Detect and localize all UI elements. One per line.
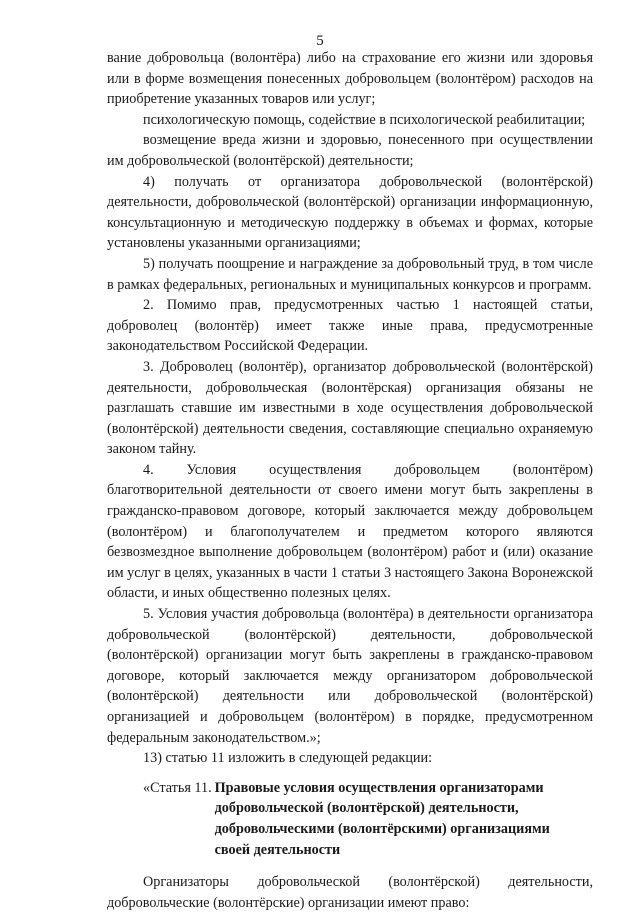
paragraph-part-5: 5. Условия участия добровольца (волонтёра) в деятельности организатора добровольческой (волонтёрской) деятельности, добровольческой (волонтёрской) организации могут быть закреплены в гражданско-правовом договоре, который заключается между организатором добровольческой (волонтёрской) деятельности или добровольческой (волонтёрской) организацией и добровольцем (волонтёром) в порядке, предусмотренном федеральным законодательством.»;	[107, 606, 593, 746]
paragraph-harm-compensation: возмещение вреда жизни и здоровью, понесенного при осуществлении им добровольческой (волонтёрской) деятельности;	[107, 132, 593, 169]
document-body	[107, 48, 593, 913]
paragraph-item-13: 13) статью 11 изложить в следующей редакции:	[143, 750, 433, 767]
paragraph-psych-help: психологическую помощь, содействие в психологической реабилитации;	[143, 111, 586, 128]
article-heading	[107, 778, 593, 860]
paragraph-article-intro: Организаторы добровольческой (волонтёрской) деятельности, добровольческие (волонтёрские) организации имеют право:	[107, 874, 593, 911]
paragraph-part-3: 3. Доброволец (волонтёр), организатор добровольческой (волонтёрской) деятельности, добровольческая (волонтёрская) организация обязаны не разглашать ставшие им известными в ходе осуществления добровольческой (волонтёрской) деятельности сведения, составляющие специально охраняемую законом тайну.	[107, 358, 593, 458]
paragraph-item-5: 5) получать поощрение и награждение за добровольный труд, в том числе в рамках федеральных, региональных и муниципальных конкурсов и программ.	[107, 255, 593, 293]
paragraph-continuation: вание добровольца (волонтёра) либо на страхование его жизни или здоровья или в форме возмещения понесенных добровольцем (волонтёром) расходов на приобретение указанных товаров или услуг;	[107, 50, 593, 108]
article-title: Правовые условия осуществления организаторами добровольческой (волонтёрской) деятельности, добровольческими (волонтёрскими) организациями своей деятельности	[214, 779, 550, 858]
paragraph-item-4: 4) получать от организатора добровольческой (волонтёрской) деятельности, добровольческой (волонтёрской) организации информационную, консультационную и методическую поддержку в объемах и формах, которые установлены указанными организациями;	[107, 173, 593, 252]
paragraph-part-2: 2. Помимо прав, предусмотренных частью 1 настоящей статьи, доброволец (волонтёр) имеет также иные права, предусмотренные законодательством Российской Федерации.	[107, 297, 593, 355]
paragraph-part-4: 4. Условия осуществления добровольцем (волонтёром) благотворительной деятельности от своего имени могут быть закреплены в гражданско-правовом договоре, который заключается между добровольцем (волонтёром) и благополучателем и предметом которого являются безвозмездное выполнение добровольцем (волонтёром) работ и (или) оказание им услуг в целях, указанных в части 1 статьи 3 настоящего Закона Воронежской области, и иных общественно полезных целях.	[107, 461, 593, 602]
article-number: «Статья 11.	[143, 779, 212, 796]
page-number: 5	[316, 33, 324, 49]
